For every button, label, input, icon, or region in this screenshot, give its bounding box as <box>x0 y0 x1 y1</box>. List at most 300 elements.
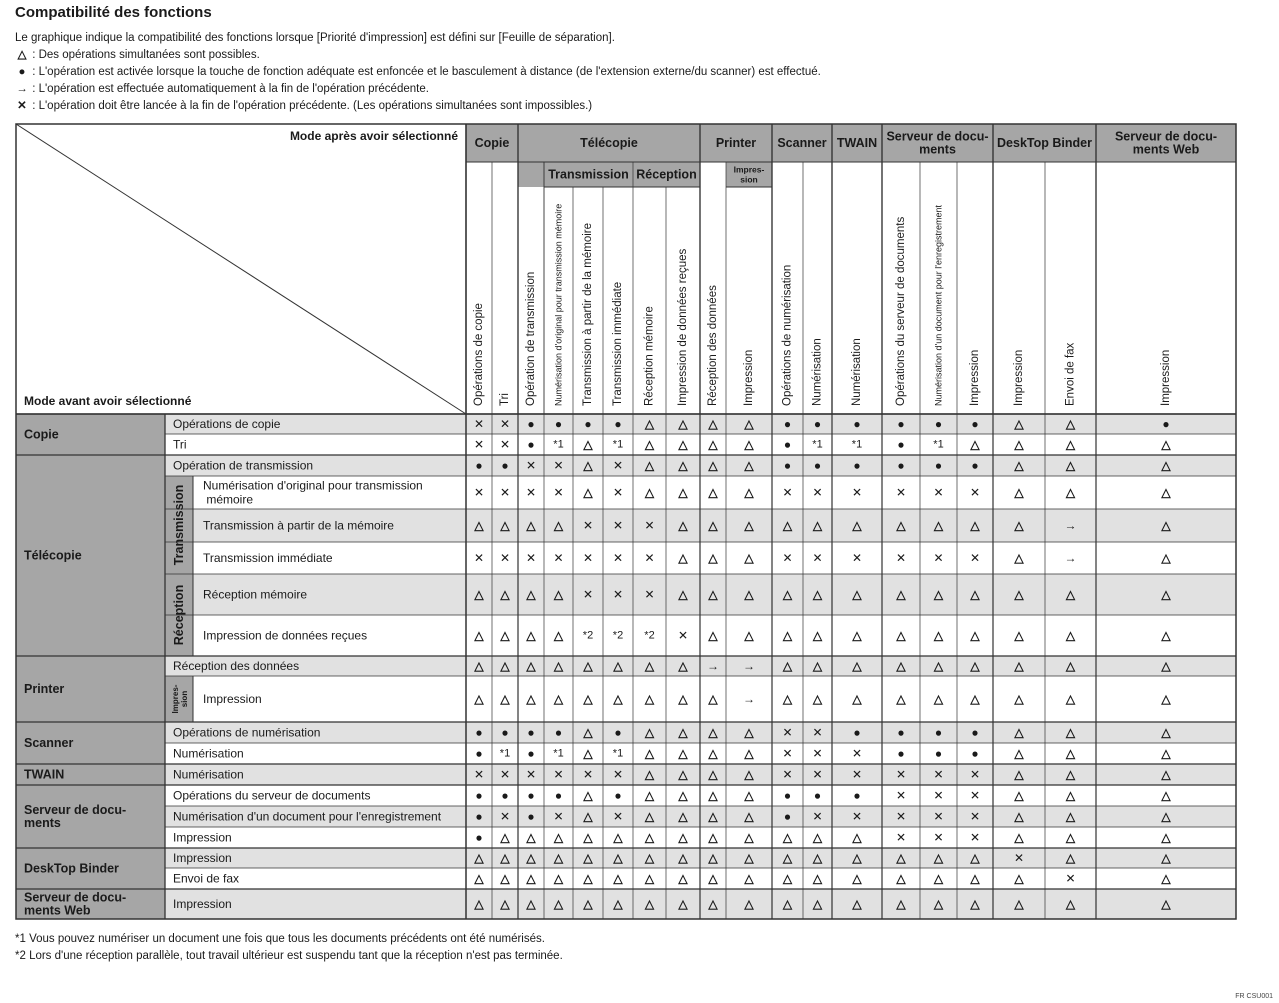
row-subgroup-label: Impres-sion <box>170 684 189 714</box>
cross-icon: ✕ <box>499 437 511 452</box>
cross-icon: ✕ <box>895 788 907 803</box>
cross-icon: ✕ <box>933 551 944 565</box>
dot-icon: ● <box>475 830 483 845</box>
cross-icon: ✕ <box>499 417 511 431</box>
footnote-2: *2 Lors d'une réception parallèle, tout travail ultérieur est suspendu tant que la réception n'est pas terminée. <box>15 950 563 962</box>
triangle-icon: △ <box>744 897 754 911</box>
footnote-ref: *1 <box>933 438 944 451</box>
triangle-icon: △ <box>1014 518 1024 533</box>
triangle-icon: △ <box>583 809 593 824</box>
triangle-icon: △ <box>1161 809 1171 824</box>
triangle-icon: △ <box>1014 437 1024 452</box>
triangle-icon: △ <box>644 767 655 782</box>
triangle-icon: △ <box>744 809 754 824</box>
triangle-icon: △ <box>553 518 564 533</box>
triangle-icon: △ <box>678 518 688 533</box>
triangle-icon: △ <box>644 851 655 865</box>
triangle-icon: △ <box>678 851 688 865</box>
triangle-icon: △ <box>500 830 510 845</box>
triangle-icon: △ <box>1161 659 1171 673</box>
triangle-icon: △ <box>708 788 718 803</box>
footnote-ref: *1 <box>612 438 624 451</box>
triangle-icon: △ <box>708 746 718 761</box>
triangle-icon: △ <box>644 692 655 706</box>
dot-icon: ● <box>783 437 792 452</box>
triangle-icon: △ <box>1161 851 1171 865</box>
triangle-icon: △ <box>1065 788 1076 803</box>
footnote-ref: *1 <box>851 438 863 451</box>
cross-icon: ✕ <box>612 809 624 824</box>
triangle-icon: △ <box>1161 458 1171 473</box>
triangle-icon: △ <box>553 587 564 602</box>
column-label: Impression <box>969 349 981 406</box>
triangle-icon: △ <box>678 725 688 740</box>
triangle-icon: △ <box>1161 587 1171 602</box>
triangle-icon: △ <box>1065 659 1076 673</box>
triangle-icon: △ <box>708 587 718 602</box>
cross-icon: ✕ <box>553 809 564 824</box>
dot-icon: ● <box>971 746 979 761</box>
triangle-icon: △ <box>782 628 793 643</box>
triangle-icon: △ <box>644 417 655 431</box>
triangle-icon: △ <box>1065 746 1076 761</box>
dot-icon: ● <box>554 417 563 431</box>
col-group-label: Serveur de docu-ments <box>886 129 989 157</box>
triangle-icon: △ <box>896 587 906 602</box>
triangle-icon: △ <box>896 518 906 533</box>
cross-icon: ✕ <box>525 485 537 500</box>
triangle-icon: △ <box>1161 437 1171 452</box>
triangle-icon: △ <box>896 628 906 643</box>
triangle-icon: △ <box>744 485 754 500</box>
triangle-icon: △ <box>583 871 593 886</box>
triangle-icon: △ <box>553 628 564 643</box>
row-group-label: Serveur de docu-ments <box>24 803 127 830</box>
cross-icon: ✕ <box>812 725 823 740</box>
triangle-icon: △ <box>1161 830 1171 845</box>
column-label: Impression <box>1013 349 1025 406</box>
triangle-icon: △ <box>708 692 718 706</box>
triangle-icon: △ <box>583 725 593 740</box>
triangle-icon: △ <box>852 518 862 533</box>
triangle-icon: △ <box>744 551 754 565</box>
cross-icon: ✕ <box>851 746 863 761</box>
cross-icon: ✕ <box>1065 871 1076 886</box>
row-label: Impression <box>173 851 232 865</box>
cross-icon: ✕ <box>812 767 823 782</box>
dot-icon: ● <box>527 437 535 452</box>
triangle-icon: △ <box>744 746 754 761</box>
triangle-icon: △ <box>1065 628 1076 643</box>
dot-icon: ● <box>783 788 792 803</box>
cross-icon: ✕ <box>933 788 944 803</box>
triangle-icon: △ <box>1161 871 1171 886</box>
triangle-icon: △ <box>644 830 655 845</box>
triangle-icon: △ <box>526 830 536 845</box>
triangle-icon: △ <box>553 692 564 706</box>
row-label: Numérisation <box>173 746 244 761</box>
cross-icon: ✕ <box>582 587 594 602</box>
triangle-icon: △ <box>613 692 623 706</box>
col-group-label: Copie <box>474 136 510 150</box>
triangle-icon: △ <box>933 518 944 533</box>
footnotes <box>15 931 563 965</box>
triangle-icon: △ <box>613 851 623 865</box>
corner-diagonal <box>16 124 466 414</box>
dot-icon: ● <box>934 725 943 740</box>
triangle-icon: △ <box>1161 518 1171 533</box>
triangle-icon: △ <box>644 437 655 452</box>
dot-icon: ● <box>501 725 509 740</box>
cross-icon: ✕ <box>782 725 793 740</box>
triangle-icon: △ <box>782 659 793 673</box>
arrow-right-icon: → <box>743 692 755 706</box>
cross-icon: ✕ <box>473 485 485 500</box>
triangle-icon: △ <box>500 897 510 911</box>
triangle-icon: △ <box>1065 692 1076 706</box>
triangle-icon: △ <box>613 659 623 673</box>
cross-icon: ✕ <box>933 830 944 845</box>
cross-icon: ✕ <box>851 809 863 824</box>
triangle-icon: △ <box>644 788 655 803</box>
triangle-icon: △ <box>744 830 754 845</box>
row-label: Opérations de copie <box>173 417 281 431</box>
triangle-icon: △ <box>500 587 510 602</box>
cross-icon: ✕ <box>612 587 624 602</box>
dot-icon: ● <box>527 725 535 740</box>
triangle-icon: △ <box>1014 587 1024 602</box>
triangle-icon: △ <box>708 551 718 565</box>
triangle-icon: △ <box>933 851 944 865</box>
triangle-icon: △ <box>526 897 536 911</box>
row-group-label: Printer <box>24 682 65 696</box>
triangle-icon: △ <box>1014 830 1024 845</box>
triangle-icon: △ <box>500 692 510 706</box>
triangle-icon: △ <box>708 628 718 643</box>
dot-icon: ● <box>475 788 483 803</box>
triangle-icon: △ <box>474 851 484 865</box>
dot-icon: ● <box>614 788 622 803</box>
triangle-icon: △ <box>526 518 536 533</box>
column-label: Impression <box>1160 349 1172 406</box>
triangle-icon: △ <box>708 871 718 886</box>
triangle-icon: △ <box>553 897 564 911</box>
triangle-icon: △ <box>1065 485 1076 500</box>
dot-icon: ● <box>584 417 592 431</box>
triangle-icon: △ <box>970 897 980 911</box>
dot-icon: ● <box>527 788 535 803</box>
row-label: Impression <box>173 830 232 845</box>
dot-icon: ● <box>897 746 905 761</box>
triangle-icon: △ <box>1014 551 1024 565</box>
triangle-icon: △ <box>896 897 906 911</box>
triangle-icon: △ <box>744 628 754 643</box>
triangle-icon: △ <box>896 659 906 673</box>
cross-icon: ✕ <box>612 458 624 473</box>
cross-icon: ✕ <box>612 518 624 533</box>
cross-icon: ✕ <box>969 485 981 500</box>
triangle-icon: △ <box>744 767 754 782</box>
triangle-icon: △ <box>1065 437 1076 452</box>
cross-icon: ✕ <box>553 458 564 473</box>
dot-icon: ● <box>501 788 509 803</box>
triangle-icon: △ <box>933 659 944 673</box>
triangle-icon: △ <box>644 725 655 740</box>
triangle-icon: △ <box>613 897 623 911</box>
triangle-icon: △ <box>782 587 793 602</box>
triangle-icon: △ <box>970 871 980 886</box>
row-label: Impression de données reçues <box>203 628 368 643</box>
dot-icon: ● <box>18 66 26 78</box>
dot-icon: ● <box>813 788 822 803</box>
triangle-icon: △ <box>744 871 754 886</box>
triangle-icon: △ <box>708 830 718 845</box>
cross-icon: ✕ <box>644 551 655 565</box>
cross-icon: ✕ <box>553 767 564 782</box>
column-label: Réception mémoire <box>643 306 656 406</box>
cross-icon: ✕ <box>553 551 564 565</box>
triangle-icon: △ <box>852 659 862 673</box>
dot-icon: ● <box>853 458 861 473</box>
dot-icon: ● <box>853 417 861 431</box>
triangle-icon: △ <box>852 830 862 845</box>
legend-item-sequential: ✕ : L'opération doit être lancée à la fin de l'opération précédente. (Les opérations simultanées sont impossibles.) <box>15 98 821 115</box>
triangle-icon: △ <box>1014 871 1024 886</box>
row-group-label: DeskTop Binder <box>24 861 119 876</box>
triangle-icon: △ <box>583 659 593 673</box>
cross-icon: ✕ <box>933 809 944 824</box>
triangle-icon: △ <box>933 897 944 911</box>
triangle-icon: △ <box>526 871 536 886</box>
cross-icon: ✕ <box>812 809 823 824</box>
triangle-icon: △ <box>708 851 718 865</box>
column-label: Numérisation d'original pour transmission mémoire <box>553 203 564 406</box>
dot-icon: ● <box>934 458 943 473</box>
row-label: Numérisation d'original pour transmission mémoire <box>203 478 423 507</box>
triangle-icon: △ <box>896 871 906 886</box>
triangle-icon: △ <box>583 437 593 452</box>
dot-icon: ● <box>1162 417 1170 431</box>
triangle-icon: △ <box>1065 725 1076 740</box>
triangle-icon: △ <box>782 851 793 865</box>
row-label: Réception des données <box>173 659 300 673</box>
cross-icon: ✕ <box>812 551 823 565</box>
triangle-icon: △ <box>17 49 27 61</box>
row-group-column <box>16 414 165 919</box>
triangle-icon: △ <box>500 851 510 865</box>
cross-icon: ✕ <box>969 767 981 782</box>
triangle-icon: △ <box>644 746 655 761</box>
triangle-icon: △ <box>852 692 862 706</box>
row-group-label: Télécopie <box>24 548 82 563</box>
dot-icon: ● <box>475 458 483 473</box>
triangle-icon: △ <box>474 628 484 643</box>
page-title: Compatibilité des fonctions <box>15 4 212 21</box>
legend-item-remote-switch: ● : L'opération est activée lorsque la touche de fonction adéquate est enfoncée et le basculement à distance (de l'extension externe/du scanner) est effectué. <box>15 64 821 81</box>
cross-icon: ✕ <box>473 437 485 452</box>
triangle-icon: △ <box>744 518 754 533</box>
triangle-icon: △ <box>708 485 718 500</box>
triangle-icon: △ <box>1014 809 1024 824</box>
triangle-icon: △ <box>812 692 823 706</box>
triangle-icon: △ <box>1014 458 1024 473</box>
col-group-label: Scanner <box>777 136 827 150</box>
row-label: Transmission immédiate <box>203 551 333 565</box>
cross-icon: ✕ <box>644 587 655 602</box>
column-label: Impression <box>743 349 755 406</box>
col-group-label: Serveur de docu-ments Web <box>1114 129 1218 157</box>
dot-icon: ● <box>475 725 483 740</box>
triangle-icon: △ <box>1014 725 1024 740</box>
triangle-icon: △ <box>1161 767 1171 782</box>
triangle-icon: △ <box>678 692 688 706</box>
triangle-icon: △ <box>553 659 564 673</box>
row-subgroup-label: Transmission <box>172 484 186 566</box>
cross-icon: ✕ <box>969 788 981 803</box>
cross-icon: ✕ <box>499 551 511 565</box>
row-subgroup-label: Réception <box>172 584 186 646</box>
row-label: Opérations du serveur de documents <box>173 788 371 803</box>
dot-icon: ● <box>475 746 483 761</box>
cross-icon: ✕ <box>582 518 594 533</box>
cross-icon: ✕ <box>812 746 823 761</box>
triangle-icon: △ <box>970 692 980 706</box>
cross-icon: ✕ <box>851 485 863 500</box>
row-label: Envoi de fax <box>173 871 240 886</box>
triangle-icon: △ <box>1014 692 1024 706</box>
triangle-icon: △ <box>1014 897 1024 911</box>
triangle-icon: △ <box>678 830 688 845</box>
row-label: Opérations de numérisation <box>173 725 321 740</box>
triangle-icon: △ <box>852 587 862 602</box>
col-subgroup-label: Réception <box>636 167 697 182</box>
cross-icon: ✕ <box>677 628 689 643</box>
cross-icon: ✕ <box>782 485 793 500</box>
row-label: Opération de transmission <box>173 458 314 473</box>
footnote-ref: *1 <box>553 438 564 451</box>
dot-icon: ● <box>527 809 535 824</box>
triangle-icon: △ <box>474 518 484 533</box>
dot-icon: ● <box>783 417 792 431</box>
triangle-icon: △ <box>644 897 655 911</box>
triangle-icon: △ <box>933 628 944 643</box>
dot-icon: ● <box>501 458 509 473</box>
triangle-icon: △ <box>474 659 484 673</box>
cross-icon: ✕ <box>851 551 863 565</box>
triangle-icon: △ <box>812 659 823 673</box>
triangle-icon: △ <box>678 458 688 473</box>
triangle-icon: △ <box>678 767 688 782</box>
cross-icon: ✕ <box>612 767 624 782</box>
triangle-icon: △ <box>553 830 564 845</box>
triangle-icon: △ <box>708 437 718 452</box>
triangle-icon: △ <box>1065 767 1076 782</box>
triangle-icon: △ <box>812 851 823 865</box>
triangle-icon: △ <box>1065 897 1076 911</box>
triangle-icon: △ <box>744 851 754 865</box>
footnote-ref: *2 <box>582 629 594 642</box>
arrow-right-icon: → <box>743 659 755 673</box>
triangle-icon: △ <box>708 809 718 824</box>
triangle-icon: △ <box>500 628 510 643</box>
col-subgroup-label: Transmission <box>548 167 629 182</box>
figure-code: FR CSU001 <box>1235 993 1273 1000</box>
arrow-right-icon: → <box>707 659 719 673</box>
dot-icon: ● <box>554 788 563 803</box>
triangle-icon: △ <box>678 587 688 602</box>
column-label: Transmission immédiate <box>612 281 624 406</box>
column-label: Opérations de numérisation <box>781 264 794 406</box>
dot-icon: ● <box>934 417 943 431</box>
triangle-icon: △ <box>1065 830 1076 845</box>
triangle-icon: △ <box>708 518 718 533</box>
arrow-right-icon: → <box>16 83 28 95</box>
triangle-icon: △ <box>644 458 655 473</box>
triangle-icon: △ <box>1014 659 1024 673</box>
dot-icon: ● <box>971 725 979 740</box>
column-label: Numérisation <box>811 338 824 406</box>
cross-icon: ✕ <box>933 767 944 782</box>
triangle-icon: △ <box>474 897 484 911</box>
dot-icon: ● <box>783 458 792 473</box>
cross-icon: ✕ <box>895 485 907 500</box>
triangle-icon: △ <box>678 417 688 431</box>
triangle-icon: △ <box>970 518 980 533</box>
triangle-icon: △ <box>896 692 906 706</box>
dot-icon: ● <box>897 437 905 452</box>
cross-icon: ✕ <box>895 767 907 782</box>
triangle-icon: △ <box>474 587 484 602</box>
legend-intro: Le graphique indique la compatibilité des fonctions lorsque [Priorité d'impression] est défini sur [Feuille de séparation]. <box>15 32 615 44</box>
triangle-icon: △ <box>782 830 793 845</box>
triangle-icon: △ <box>1014 767 1024 782</box>
corner-after-label: Mode après avoir sélectionné <box>289 129 458 143</box>
triangle-icon: △ <box>583 485 593 500</box>
corner-before-label: Mode avant avoir sélectionné <box>24 394 192 408</box>
triangle-icon: △ <box>744 458 754 473</box>
triangle-icon: △ <box>678 551 688 565</box>
col-group-label: Printer <box>715 136 757 150</box>
row-group-label: Scanner <box>24 736 74 750</box>
footnote-ref: *1 <box>812 438 823 451</box>
dot-icon: ● <box>897 725 905 740</box>
triangle-icon: △ <box>644 871 655 886</box>
triangle-icon: △ <box>1014 485 1024 500</box>
triangle-icon: △ <box>1161 725 1171 740</box>
dot-icon: ● <box>934 746 943 761</box>
cross-icon: ✕ <box>895 551 907 565</box>
triangle-icon: △ <box>678 871 688 886</box>
triangle-icon: △ <box>852 851 862 865</box>
triangle-icon: △ <box>1161 692 1171 706</box>
row-label: Impression <box>203 692 262 706</box>
column-label: Tri <box>499 393 511 406</box>
triangle-icon: △ <box>708 417 718 431</box>
column-label: Numérisation d'un document pour l'enregistrement <box>933 204 944 406</box>
triangle-icon: △ <box>1065 587 1076 602</box>
triangle-icon: △ <box>782 518 793 533</box>
cross-icon: ✕ <box>782 551 793 565</box>
triangle-icon: △ <box>1161 788 1171 803</box>
cross-icon: ✕ <box>969 551 981 565</box>
triangle-icon: △ <box>613 830 623 845</box>
triangle-icon: △ <box>933 692 944 706</box>
column-label: Transmission à partir de la mémoire <box>582 223 594 406</box>
cross-icon: ✕ <box>612 551 624 565</box>
cross-icon: ✕ <box>969 809 981 824</box>
triangle-icon: △ <box>1161 485 1171 500</box>
triangle-icon: △ <box>1065 809 1076 824</box>
